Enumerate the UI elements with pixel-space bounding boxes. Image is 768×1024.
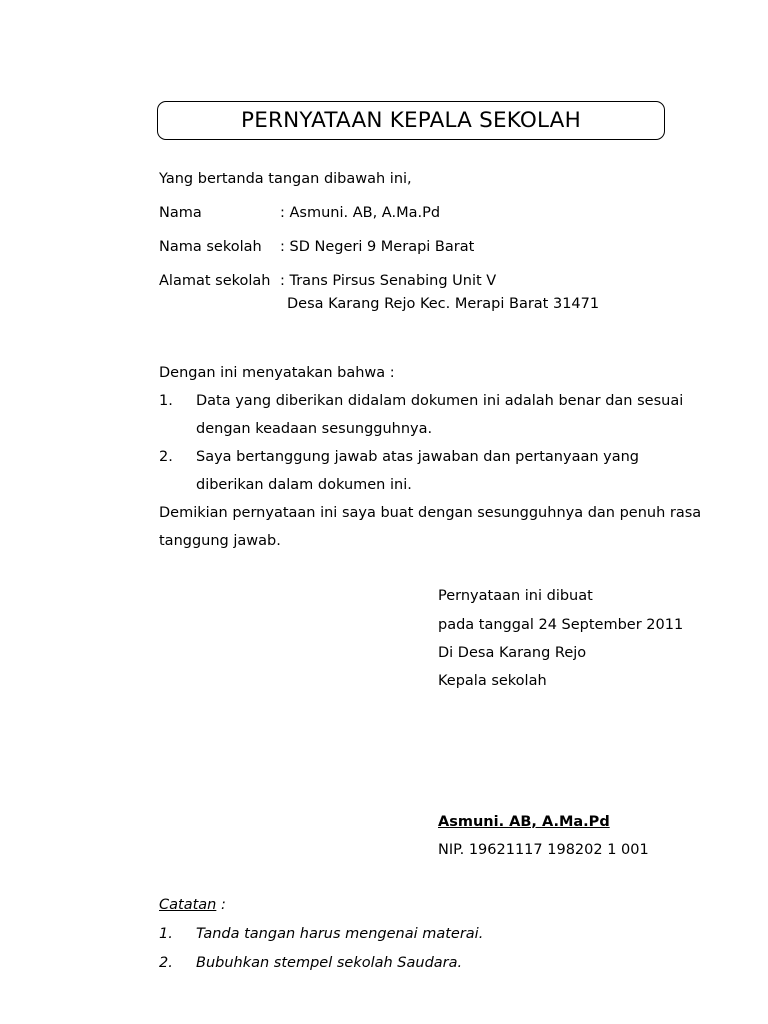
signature-place-line1: Pernyataan ini dibuat: [438, 588, 593, 604]
statement-1-number: 1.: [159, 393, 173, 409]
signatory-name: Asmuni. AB, A.Ma.Pd: [438, 814, 610, 830]
notes-heading: Catatan: [159, 897, 217, 913]
field-label-nama-sekolah: Nama sekolah: [159, 239, 262, 255]
statement-1-line2: dengan keadaan sesungguhnya.: [196, 421, 433, 437]
field-value-nama: : Asmuni. AB, A.Ma.Pd: [280, 205, 441, 221]
field-label-alamat: Alamat sekolah: [159, 273, 271, 289]
field-value-alamat: : Trans Pirsus Senabing Unit V: [280, 273, 497, 289]
signature-role: Kepala sekolah: [438, 673, 547, 689]
field-value-nama-sekolah: : SD Negeri 9 Merapi Barat: [280, 239, 475, 255]
note-2-text: Bubuhkan stempel sekolah Saudara.: [196, 955, 463, 971]
signature-location: Di Desa Karang Rejo: [438, 645, 587, 661]
page-title: PERNYATAAN KEPALA SEKOLAH: [241, 108, 581, 133]
closing-line1: Demikian pernyataan ini saya buat dengan sesungguhnya dan penuh rasa: [159, 505, 702, 521]
closing-line2: tanggung jawab.: [159, 533, 281, 549]
notes-heading-row: [159, 897, 226, 913]
statement-2-line2: diberikan dalam dokumen ini.: [196, 477, 412, 493]
title-box: [157, 101, 665, 140]
statement-2-number: 2.: [159, 449, 173, 465]
signatory-nip: NIP. 19621117 198202 1 001: [438, 842, 649, 858]
note-1-text: Tanda tangan harus mengenai materai.: [196, 926, 484, 942]
statement-intro: Dengan ini menyatakan bahwa :: [159, 365, 395, 381]
intro-text: Yang bertanda tangan dibawah ini,: [159, 171, 412, 187]
statement-2-line1: Saya bertanggung jawab atas jawaban dan pertanyaan yang: [196, 449, 640, 465]
signature-date: pada tanggal 24 September 2011: [438, 617, 684, 633]
note-2-number: 2.: [159, 955, 173, 971]
field-label-nama: Nama: [159, 205, 202, 221]
notes-heading-colon: :: [216, 897, 226, 913]
statement-1-line1: Data yang diberikan didalam dokumen ini adalah benar dan sesuai: [196, 393, 684, 409]
note-1-number: 1.: [159, 926, 173, 942]
field-value-alamat-line2: Desa Karang Rejo Kec. Merapi Barat 31471: [287, 296, 600, 312]
